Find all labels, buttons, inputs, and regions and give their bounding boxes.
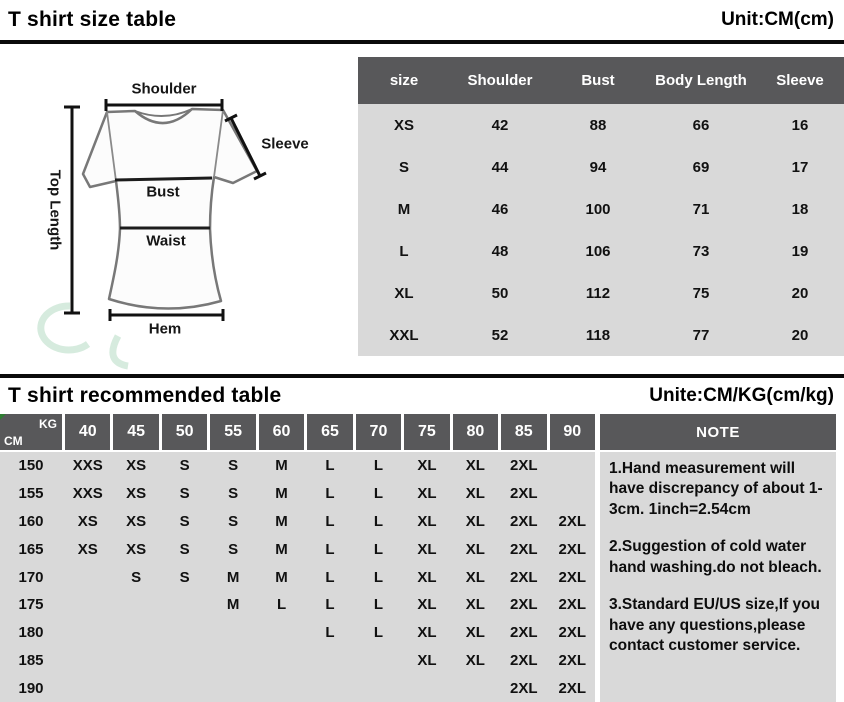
size-cell: 2XL [510, 679, 538, 697]
tshirt-body [83, 109, 257, 309]
cm-axis-label: CM [4, 434, 23, 448]
shoulder-cell: 48 [491, 242, 509, 260]
body-length-cell: 73 [692, 242, 710, 260]
size-cell: XL [465, 512, 485, 530]
top-length-measure-line [64, 107, 80, 313]
rec-row [0, 563, 595, 591]
note-paragraph: 2.Suggestion of cold water hand washing.do not bleach. [609, 538, 822, 576]
sleeve-cell: 20 [791, 284, 809, 302]
size-cell: XL [417, 596, 437, 614]
size-cell: M [226, 568, 240, 586]
size-cell: 2XL [558, 512, 587, 530]
size-cell: S [398, 158, 409, 176]
size-cell: L [325, 485, 335, 503]
size-cell: 2XL [510, 651, 538, 669]
size-cell: XL [465, 540, 485, 558]
sleeve-cell: 16 [791, 116, 809, 134]
sleeve-cell: 18 [791, 200, 809, 218]
size-cell: XL [465, 624, 485, 642]
waist-label: Waist [146, 232, 186, 250]
size-cell: M [275, 457, 288, 475]
size-table [358, 57, 844, 374]
note-body [600, 452, 836, 702]
size-cell: 2XL [558, 540, 587, 558]
size-cell: XL [417, 651, 437, 669]
sleeve-cell: 17 [791, 158, 809, 176]
rec-row [0, 508, 595, 536]
recommended-table-header [0, 414, 595, 450]
size-cell: 2XL [510, 568, 538, 586]
size-cell: L [373, 512, 384, 530]
column-header-body-length: Body Length [655, 72, 747, 89]
size-cell: XS [126, 485, 147, 503]
rec-row [0, 452, 595, 480]
size-cell: XL [417, 457, 437, 475]
bust-cell: 112 [585, 284, 611, 302]
tshirt-diagram [0, 44, 358, 374]
column-header-sleeve: Sleeve [776, 72, 824, 89]
size-cell: XS [77, 512, 98, 530]
note-column [600, 414, 836, 702]
column-header-size: size [389, 72, 419, 89]
size-cell: XL [417, 485, 437, 503]
size-cell: 2XL [510, 512, 538, 530]
size-cell: L [325, 596, 335, 614]
rec-row [0, 535, 595, 563]
size-cell: XL [417, 568, 437, 586]
cm-row-label: 160 [18, 512, 44, 530]
size-cell: XL [465, 651, 485, 669]
body-length-cell: 75 [692, 284, 710, 302]
hem-measure-line [110, 309, 223, 321]
kg-axis-label: KG [39, 417, 57, 431]
size-cell: L [373, 457, 384, 475]
size-cell: S [131, 568, 142, 586]
size-cell: XS [393, 116, 414, 134]
size-cell: M [275, 540, 288, 558]
shoulder-cell: 42 [491, 116, 509, 134]
bust-cell: 118 [585, 326, 611, 344]
cm-row-label: 190 [18, 679, 44, 697]
size-cell: L [373, 485, 384, 503]
size-cell: S [179, 540, 190, 558]
size-cell: S [228, 540, 239, 558]
bust-cell: 94 [589, 158, 607, 176]
size-cell: L [373, 568, 384, 586]
bust-cell: 88 [589, 116, 607, 134]
sleeve-label: Sleeve [261, 135, 309, 153]
shoulder-cell: 50 [491, 284, 509, 302]
size-cell: XL [465, 568, 485, 586]
kg-column-header: 40 [65, 414, 110, 450]
table-row [358, 188, 844, 230]
rec-row [0, 619, 595, 647]
body-length-cell: 71 [692, 200, 710, 218]
size-cell: XL [394, 284, 414, 302]
cm-row-label: 170 [18, 568, 44, 586]
recommend-section-header [0, 378, 844, 414]
size-cell: XL [417, 624, 437, 642]
table-row [358, 314, 844, 356]
body-length-cell: 66 [692, 116, 710, 134]
size-cell: XL [417, 512, 437, 530]
bust-line [115, 178, 212, 180]
bust-cell: 106 [585, 242, 611, 260]
size-cell: 2XL [510, 485, 538, 503]
size-cell: S [228, 485, 239, 503]
table-row [358, 146, 844, 188]
size-cell: XS [77, 540, 98, 558]
note-header: NOTE [600, 414, 836, 450]
rec-row [0, 674, 595, 702]
kg-column-header: 90 [550, 414, 595, 450]
rec-row [0, 646, 595, 674]
size-cell: 2XL [558, 651, 587, 669]
size-cell: XL [417, 540, 437, 558]
size-cell: XXL [389, 326, 419, 344]
column-header-bust: Bust [581, 72, 615, 89]
size-cell: S [179, 568, 190, 586]
size-cell: M [226, 596, 240, 614]
kg-column-header: 50 [162, 414, 207, 450]
size-cell: XL [465, 457, 485, 475]
size-cell: 2XL [510, 540, 538, 558]
shoulder-label: Shoulder [131, 80, 197, 98]
rec-row [0, 480, 595, 508]
size-cell: 2XL [558, 679, 587, 697]
size-cell: L [325, 457, 335, 475]
size-cell: M [397, 200, 411, 218]
table-row [358, 230, 844, 272]
cm-row-label: 150 [18, 457, 44, 475]
page-title: T shirt size table [8, 8, 177, 31]
kg-column-header: 45 [113, 414, 158, 450]
sleeve-cell: 20 [791, 326, 809, 344]
body-length-cell: 77 [692, 326, 710, 344]
recommend-title: T shirt recommended table [8, 384, 282, 407]
kg-column-header: 85 [501, 414, 546, 450]
sleeve-cell: 19 [791, 242, 809, 260]
size-cell: L [325, 512, 335, 530]
table-row [358, 272, 844, 314]
shoulder-cell: 52 [491, 326, 509, 344]
size-cell: L [373, 540, 384, 558]
kg-column-header: 60 [259, 414, 304, 450]
size-cell: S [179, 512, 190, 530]
size-cell: XS [126, 540, 147, 558]
size-cell: S [228, 457, 239, 475]
rec-row [0, 591, 595, 619]
cm-row-label: 165 [18, 540, 44, 558]
size-cell: L [276, 596, 287, 614]
bust-label: Bust [146, 183, 180, 201]
size-cell: L [325, 624, 335, 642]
green-corner-marker [0, 414, 6, 420]
size-cell: L [373, 596, 384, 614]
size-cell: S [228, 512, 239, 530]
recommend-unit-label: Unite:CM/KG(cm/kg) [649, 385, 834, 406]
size-cell: XXS [72, 457, 103, 475]
body-length-cell: 69 [692, 158, 710, 176]
table-row [358, 104, 844, 146]
bust-cell: 100 [585, 200, 611, 218]
note-paragraph: 1.Hand measurement will have discrepancy of about 1-3cm. 1inch=2.54cm [609, 460, 823, 518]
shoulder-cell: 44 [491, 158, 509, 176]
kg-column-header: 55 [210, 414, 255, 450]
kg-column-header: 65 [307, 414, 352, 450]
cm-row-label: 175 [18, 596, 44, 614]
size-cell: 2XL [558, 596, 587, 614]
cm-row-label: 155 [18, 485, 44, 503]
size-cell: L [399, 242, 409, 260]
size-cell: 2XL [510, 624, 538, 642]
corner-cell [0, 414, 62, 450]
size-cell: 2XL [510, 596, 538, 614]
size-cell: XS [126, 457, 147, 475]
size-cell: XS [126, 512, 147, 530]
kg-column-header: 75 [404, 414, 449, 450]
shoulder-cell: 46 [491, 200, 509, 218]
size-cell: XL [465, 596, 485, 614]
size-cell: M [275, 512, 288, 530]
column-header-shoulder: Shoulder [467, 72, 533, 89]
size-cell: 2XL [558, 568, 587, 586]
hem-label: Hem [148, 320, 182, 338]
kg-column-header: 70 [356, 414, 401, 450]
size-table-header [358, 57, 844, 104]
size-cell: 2XL [558, 624, 587, 642]
size-cell: XL [465, 485, 485, 503]
kg-column-header: 80 [453, 414, 498, 450]
recommended-table-body [0, 452, 595, 702]
size-section-header [0, 0, 844, 40]
note-paragraph: 3.Standard EU/US size,If you have any questions,please contact customer service. [609, 596, 821, 655]
size-cell: M [275, 485, 288, 503]
size-cell: L [325, 568, 335, 586]
size-cell: L [373, 624, 384, 642]
size-cell: L [325, 540, 335, 558]
size-cell: S [179, 485, 190, 503]
unit-label: Unit:CM(cm) [721, 9, 834, 30]
size-cell: 2XL [510, 457, 538, 475]
size-cell: M [275, 568, 288, 586]
size-cell: S [179, 457, 190, 475]
recommended-table [0, 414, 844, 702]
cm-row-label: 185 [18, 651, 44, 669]
cm-row-label: 180 [18, 624, 44, 642]
top-length-label: Top Length [46, 169, 64, 251]
size-cell: XXS [72, 485, 103, 503]
